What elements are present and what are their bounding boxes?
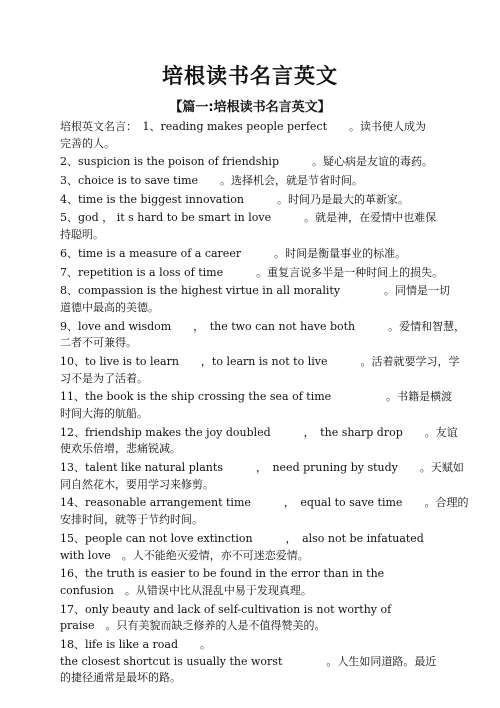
body-line: 15、people can not love extinction ， also not be infatuated <box>60 531 424 545</box>
body-line: 时间大海的航船。 <box>60 407 148 420</box>
body-line: 3、choice is to save time 。选择机会，就是节省时间。 <box>60 174 364 188</box>
body-line: 完善的人。 <box>60 136 115 150</box>
document-body <box>60 119 469 687</box>
body-line: 17、only beauty and lack of self-cultivation is not worthy of <box>60 602 392 616</box>
body-line: 12、friendship makes the joy doubled ， the sharp drop 。友谊 <box>60 425 458 439</box>
body-line: 18、life is like a road 。 <box>60 637 212 651</box>
body-line: 持聪明。 <box>60 228 104 242</box>
body-line: 8、compassion is the highest virtue in all morality 。同情是一切 <box>60 284 451 298</box>
body-line: 7、repetition is a loss of time 。重复言说多半是一种时间上的损失。 <box>60 265 444 279</box>
page-subtitle: 【篇一:培根读书名言英文】 <box>169 100 331 115</box>
body-line: confusion 。从错误中比从混乱中易于发现真理。 <box>60 583 312 597</box>
body-line: 培根英文名言： 1、reading makes people perfect 。读书使人成为 <box>60 120 427 133</box>
body-line: 9、love and wisdom ， the two can not have both 。爱情和智慧， <box>60 319 466 333</box>
body-line: 习不是为了活着。 <box>60 371 148 385</box>
body-line: 13、talent like natural plants ， need pruning by study 。天赋如 <box>60 461 464 475</box>
body-line: 6、time is a measure of a career 。时间是衡量事业的标准。 <box>60 246 407 260</box>
body-line: 二者不可兼得。 <box>60 336 137 350</box>
body-line: 5、god ， it s hard to be smart in love 。就是神，在爱情中也难保 <box>60 211 437 225</box>
body-line: 11、the book is the ship crossing the sea of time 。书籍是横渡 <box>60 390 453 404</box>
body-line: the closest shortcut is usually the worst 。人生如同道路。最近 <box>60 654 437 668</box>
body-line: 4、time is the biggest innovation 。时间乃是最大的革新家。 <box>60 192 409 206</box>
body-line: with love 。人不能绝灭爱情，亦不可迷恋爱情。 <box>60 548 309 562</box>
body-line: praise 。只有美貌而缺乏修养的人是不值得赞美的。 <box>60 619 326 633</box>
body-line: 安排时间，就等于节约时间。 <box>60 513 203 527</box>
page-title: 培根读书名言英文 <box>162 64 338 88</box>
body-line: 10、to live is to learn ，to learn is not to live 。活着就要学习，学 <box>60 354 460 368</box>
body-line: 的捷径通常是最坏的路。 <box>60 671 181 685</box>
body-line: 2、suspicion is the poison of friendship 。疑心病是友谊的毒药。 <box>60 155 433 169</box>
body-line: 14、reasonable arrangement time ， equal to save time 。合理的 <box>60 496 469 510</box>
body-line: 道德中最高的美德。 <box>60 300 159 314</box>
body-line: 同自然花木，要用学习来修剪。 <box>60 477 214 491</box>
body-line: 使欢乐倍增，悲痛锐减。 <box>60 442 181 456</box>
body-line: 16、the truth is easier to be found in the error than in the <box>60 567 385 581</box>
